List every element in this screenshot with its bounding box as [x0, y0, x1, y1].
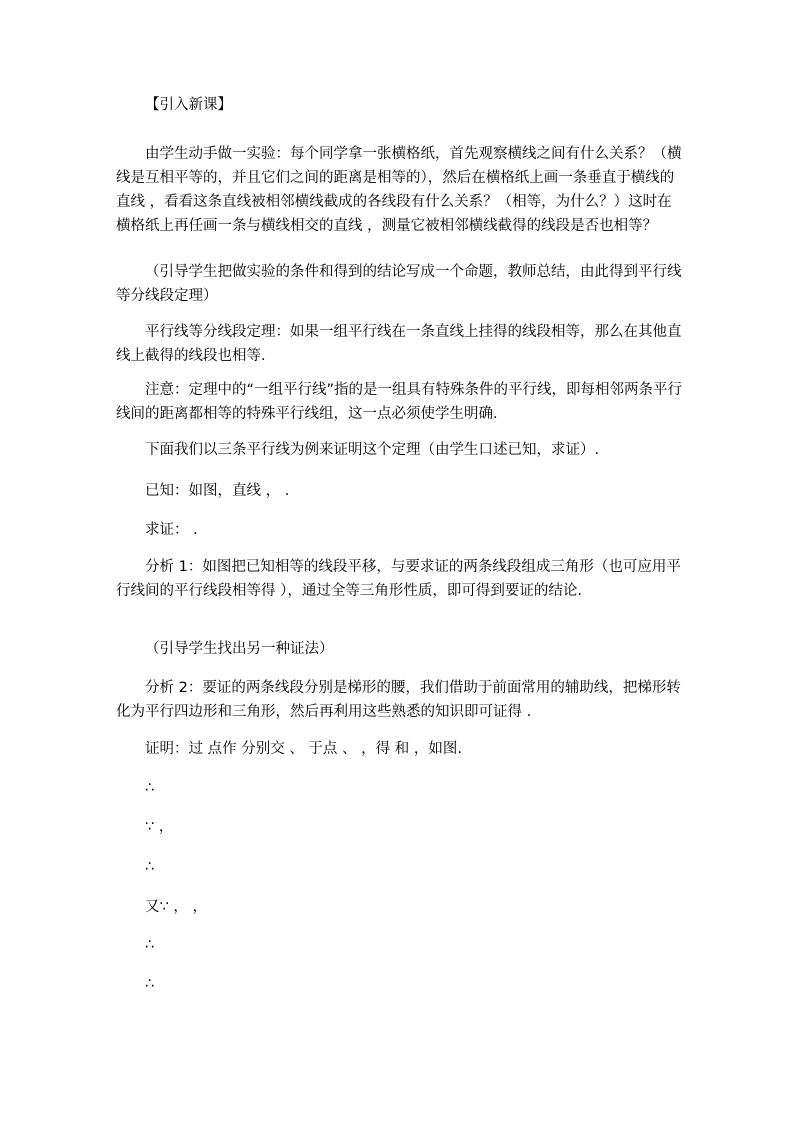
proof-line-because: ∵ ，	[145, 819, 174, 835]
proof-line-also-because: 又∵ ， ，	[145, 899, 207, 915]
paragraph-given: 已知：如图，直线 ， .	[145, 483, 290, 499]
document-page	[116, 0, 696, 1123]
paragraph-example-intro: 下面我们以三条平行线为例来证明这个定理（由学生口述已知，求证）.	[145, 442, 600, 458]
proof-line-therefore-4: ∴	[145, 976, 155, 992]
section-heading: 【引入新课】	[145, 97, 232, 113]
proof-line-therefore-2: ∴	[145, 859, 155, 875]
paragraph-theorem: 平行线等分线段定理：如果一组平行线在一条直线上挂得的线段相等，那么在其他直线上截得的线段也相等.	[116, 324, 682, 364]
paragraph-analysis-2: 分析 2：要证的两条线段分别是梯形的腰，我们借助于前面常用的辅助线，把梯形转化为平行四边形和三角形，然后再利用这些熟悉的知识即可证得 .	[116, 680, 681, 720]
proof-line-therefore-3: ∴	[145, 937, 155, 953]
proof-line-therefore-1: ∴	[145, 780, 155, 796]
paragraph-guide-another-proof: （引导学生找出另一种证法）	[145, 641, 334, 657]
paragraph-experiment: 由学生动手做一实验：每个同学拿一张横格纸，首先观察横线之间有什么关系？（横线是互相平等的，并且它们之间的距离是相等的），然后在横格纸上画一条垂直于横线的直线 ，看看这条直线被相邻横线截成的各线段有什么关系？（相等，为什么？）这时在横格纸上再任画一条与横线相交的直线 ，测量它被相邻横线截得的线段是否也相等？	[116, 146, 682, 234]
paragraph-guide-proposition: （引导学生把做实验的条件和得到的结论写成一个命题，教师总结，由此得到平行线等分线段定理）	[116, 264, 682, 304]
paragraph-proof-start: 证明：过 点作 分别交 、 于点 、 ，得 和 ，如图.	[145, 741, 462, 757]
paragraph-analysis-1: 分析 1：如图把已知相等的线段平移，与要求证的两条线段组成三角形（也可应用平行线间的平行线段相等得 ），通过全等三角形性质，即可得到要证的结论.	[116, 559, 681, 599]
paragraph-to-prove: 求证： .	[145, 522, 198, 538]
paragraph-note: 注意：定理中的“一组平行线”指的是一组具有特殊条件的平行线，即每相邻两条平行线间的距离都相等的特殊平行线组，这一点必须使学生明确.	[116, 382, 683, 422]
